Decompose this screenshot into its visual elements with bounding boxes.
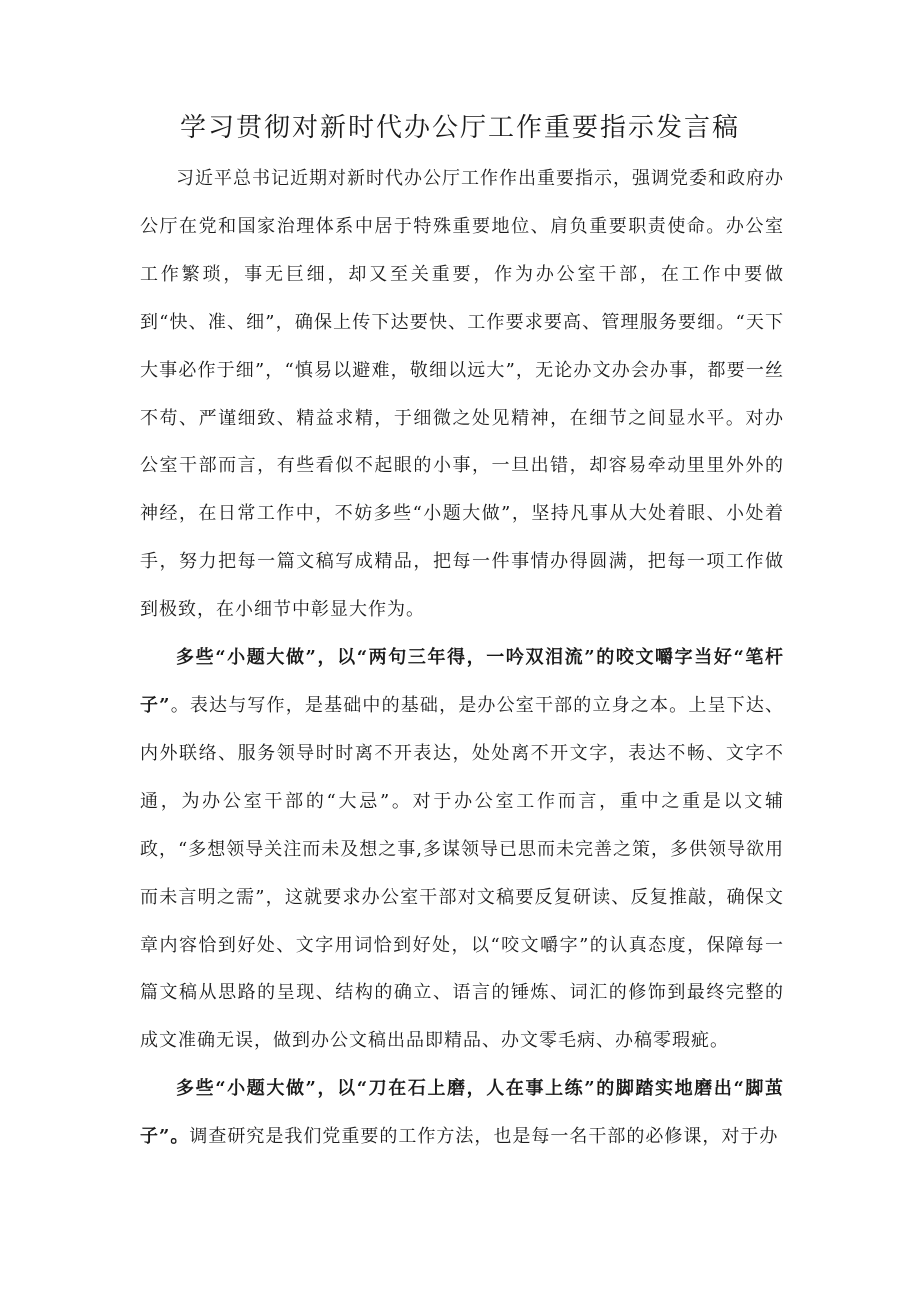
paragraph-2-lead: 多些“小题大做”，以“两句三年得，一吟双泪流”的咬文嚼字当好“笔杆子” (140, 647, 784, 716)
paragraph-3 (140, 1065, 784, 1161)
document-body (140, 155, 784, 1161)
paragraph-1-text: 习近平总书记近期对新时代办公厅工作作出重要指示，强调党委和政府办公厅在党和国家治理体系中居于特殊重要地位、肩负重要职责使命。办公室工作繁琐，事无巨细，却又至关重要，作为办公室干部，在工作中要做到“快、准、细”，确保上传下达要快、工作要求要高、管理服务要细。“天下大事必作于细”，“慎易以避难，敬细以远大”，无论办文办会办事，都要一丝不苟、严谨细致、精益求精，于细微之处见精神，在细节之间显水平。对办公室干部而言，有些看似不起眼的小事，一旦出错，却容易牵动里里外外的神经，在日常工作中，不妨多些“小题大做”，坚持凡事从大处着眼、小处着手，努力把每一篇文稿写成精品，把每一件事情办得圆满，把每一项工作做到极致，在小细节中彰显大作为。 (140, 168, 784, 621)
paragraph-3-lead: 多些“小题大做”，以“刀在石上磨，人在事上练”的脚踏实地磨出“脚茧子”。 (140, 1078, 784, 1148)
paragraph-2-text: 。表达与写作，是基础中的基础，是办公室干部的立身之本。上呈下达、内外联络、服务领导时时离不开表达，处处离不开文字，表达不畅、文字不通，为办公室干部的“大忌”。对于办公室工作而言，重中之重是以文辅政，“多想领导关注而未及想之事,多谋领导已思而未完善之策，多供领导欲用而未言明之需”，这就要求办公室干部对文稿要反复研读、反复推敲，确保文章内容恰到好处、文字用词恰到好处，以“咬文嚼字”的认真态度，保障每一篇文稿从思路的呈现、结构的确立、语言的锤炼、词汇的修饰到最终完整的成文准确无误，做到办公文稿出品即精品、办文零毛病、办稿零瑕疵。 (140, 694, 784, 1052)
paragraph-3-text: 调查研究是我们党重要的工作方法，也是每一名干部的必修课，对于办 (189, 1126, 779, 1148)
paragraph-2 (140, 634, 784, 1065)
paragraph-1 (140, 155, 784, 634)
document-title: 学习贯彻对新时代办公厅工作重要指示发言稿 (179, 113, 740, 143)
